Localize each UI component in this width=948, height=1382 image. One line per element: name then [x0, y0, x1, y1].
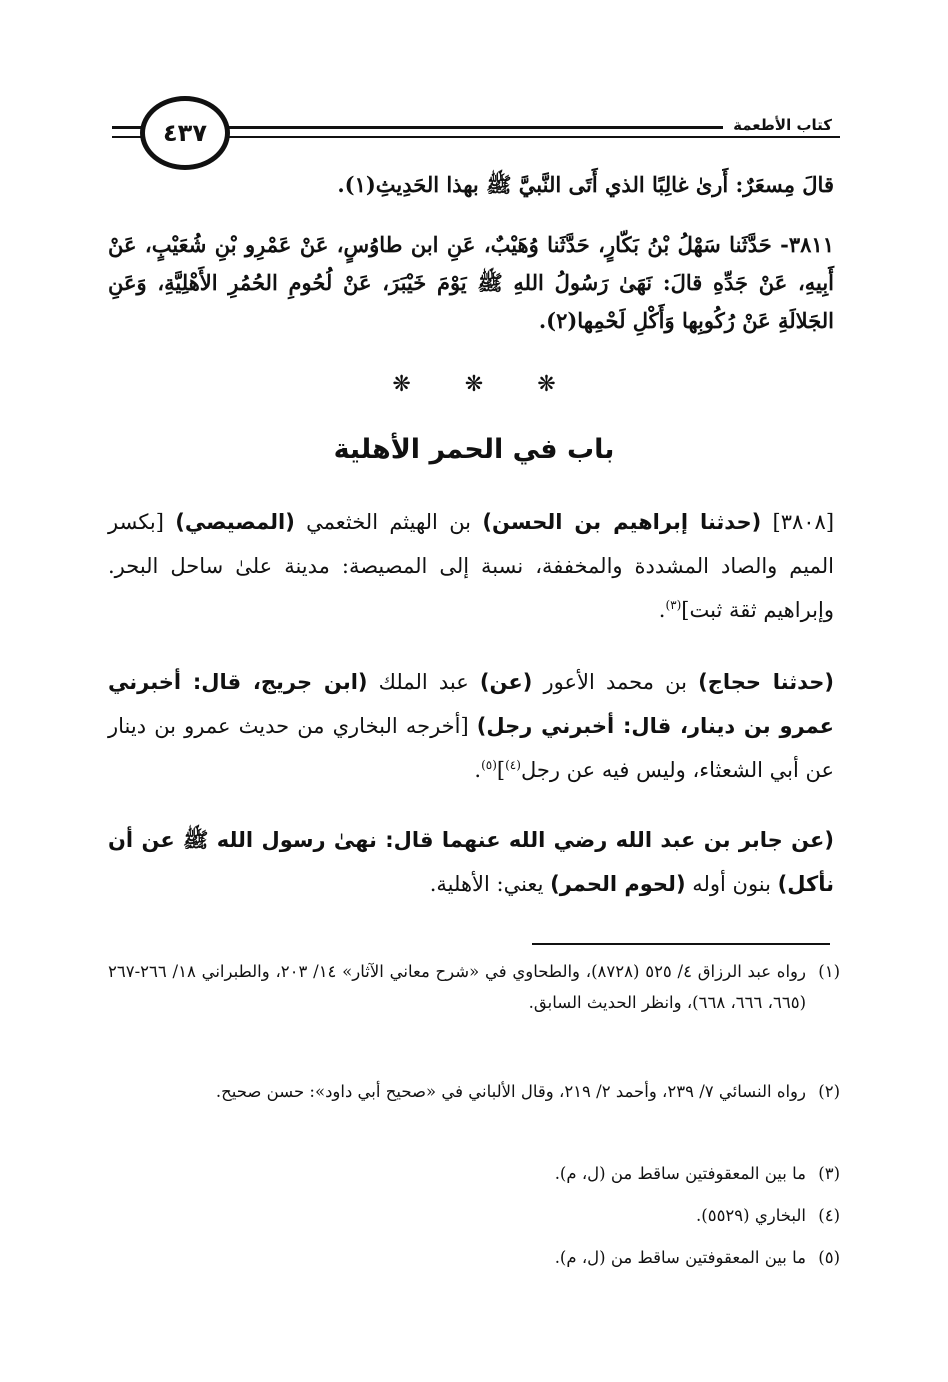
commentary-text: [أخرجه البخاري من حديث عمرو بن دينار عن أبي الشعثاء، وليس فيه عن رجل [108, 714, 834, 783]
footnote-3 [108, 1158, 840, 1189]
footnote-2 [108, 1076, 840, 1107]
narrator-text: (عن) [479, 670, 533, 694]
commentary-text: . [658, 598, 666, 623]
footnote-number: (٥) [818, 1248, 840, 1267]
footnote-text: رواه عبد الرزاق ٤/ ٥٢٥ (٨٧٢٨)، والطحاوي في «شرح معاني الآثار» ١٤/ ٢٠٣، والطبراني ١٨/ ٢٦٦-٢٦٧ (٦٦٥، ٦٦٦، ٦٦٨)، وانظر الحديث السابق. [108, 962, 806, 1013]
asterism-mark: ❋ [392, 372, 411, 397]
narrator-text: (حدثنا حجاج) [698, 670, 834, 694]
narrator-text: (المصيصي) [175, 510, 295, 534]
commentary-text: عبد الملك [367, 670, 480, 694]
page-number-badge [140, 96, 230, 170]
footnote-number: (٢) [818, 1082, 840, 1101]
footnote-5 [108, 1242, 840, 1273]
footnote-text: البخاري (٥٥٢٩). [696, 1206, 806, 1225]
footnote-ref: (٤) [505, 758, 521, 773]
commentary-para-3 [108, 818, 834, 906]
commentary-text: بن الهيثم الخثعمي [294, 510, 483, 534]
commentary-para-2 [108, 660, 834, 792]
chapter-title: باب في الحمر الأهلية [333, 434, 615, 465]
hadith-3810-end: قالَ مِسعَرٌ: أَرىٰ غالِبًا الذي أَتَى النَّبيَّ ﷺ بهذا الحَدِيثِ(١). [337, 172, 834, 197]
footnote-4 [108, 1200, 840, 1231]
page-number: ٤٣٧ [163, 119, 207, 147]
footnote-number: (٣) [818, 1164, 840, 1183]
narrator-text: (حدثنا إبراهيم بن الحسن) [482, 510, 762, 534]
commentary-text: بن محمد الأعور [532, 670, 699, 694]
footnote-number: (١) [818, 962, 840, 981]
footnote-number: (٤) [818, 1206, 840, 1225]
footnote-1 [108, 956, 840, 1019]
footnote-text: رواه النسائي ٧/ ٢٣٩، وأحمد ٢/ ٢١٩، وقال الألباني في «صحيح أبي داود»: حسن صحيح. [215, 1082, 806, 1101]
commentary-text: . [474, 758, 482, 783]
commentary-para-1 [108, 500, 834, 632]
footnote-ref: (٥) [481, 758, 497, 773]
footnote-text: ما بين المعقوفتين ساقط من (ل، م). [554, 1248, 806, 1267]
para-number: [٣٨٠٨] [761, 510, 835, 534]
footnote-ref: (٣) [665, 598, 682, 613]
narrator-text: (عن جابر بن عبد الله رضي الله عنهما قال: نهىٰ رسول الله ﷺ عن أن نأكل) [108, 828, 834, 897]
asterism-mark: ❋ [464, 372, 484, 397]
commentary-text: يعني: الأهلية. [429, 872, 551, 897]
narrator-text: (ابن جريج، قال: أخبرني عمرو بن دينار، قال: أخبرني رجل) [108, 670, 834, 739]
hadith-3811: ٣٨١١- حَدَّثَنا سَهْلُ بْنُ بَكّارٍ، حَدَّثَنا وُهَيْبٌ، عَنِ ابن طاوُسٍ، عَنْ عَمْرِو بْنِ شُعَيْبٍ، عَنْ أَبِيهِ، عَنْ جَدِّهِ قالَ: نَهَىٰ رَسُولُ اللهِ ﷺ يَوْمَ خَيْبَرَ، عَنْ لُحُومِ الحُمُرِ الأَهْلِيَّةِ، وَعَنِ الجَلالَةِ عَنْ رُكُوبِها وَأَكْلِ لَحْمِها(٢). [108, 232, 834, 333]
running-title: كتاب الأطعمة [723, 116, 840, 134]
commentary-text: ] [496, 758, 506, 783]
narrator-text: (لحوم الحمر) [550, 872, 686, 897]
footnote-text: ما بين المعقوفتين ساقط من (ل، م). [554, 1164, 806, 1183]
section-separator [0, 372, 948, 397]
asterism-mark: ❋ [537, 372, 556, 397]
footnote-rule [532, 943, 830, 945]
commentary-text: بنون أوله [685, 872, 778, 897]
commentary-text: [بكسر الميم والصاد المشددة والمخففة، نسبة إلى المصيصة: مدينة علىٰ ساحل البحر. وإبراهيم ثقة ثبت] [108, 510, 834, 623]
